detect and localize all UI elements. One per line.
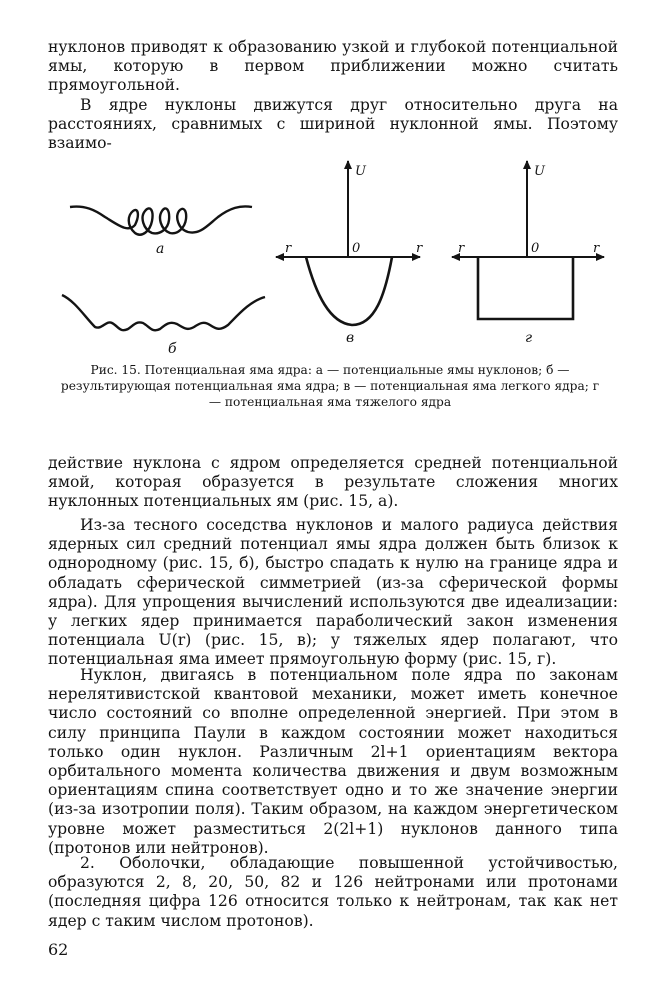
label-b: б [168,341,177,357]
parabolic-well-curve [306,257,392,325]
origin-label-v: 0 [352,241,361,256]
figure-15 [40,155,640,360]
axis-u-label-g: U [534,164,545,179]
label-v: в [346,330,355,346]
axis-u-label-v: U [355,164,366,179]
label-a: а [156,241,165,257]
paragraph-2: В ядре нуклоны движутся друг относительно друга на расстояниях, сравнимых с шириной нуклонной ямы. Поэтому взаимо- [48,96,618,153]
paragraph-1: нуклонов приводят к образованию узкой и глубокой потенциальной ямы, которую в первом приближении можно считать прямоугольной. [48,38,618,95]
label-g: г [525,330,533,346]
axis-r-label-right-v: r [416,241,423,256]
figure-15-drawing [40,155,640,360]
resulting-well-curve [62,295,265,330]
axis-r-label-right-g: r [593,241,600,256]
paragraph-6: 2. Оболочки, обладающие повышенной устойчивостью, образуются 2, 8, 20, 50, 82 и 126 нейтронами или протонами (последняя цифра 126 относится только к нейтронам, так как нет ядер с таким числом протонов). [48,854,618,930]
figure-caption: Рис. 15. Потенциальная яма ядра: а — потенциальные ямы нуклонов; б — результирующая потенциальная яма ядра; в — потенциальная яма легкого ядра; г — потенциальная яма тяжелого ядра [60,363,600,409]
paragraph-5: Нуклон, двигаясь в потенциальном поле ядра по законам нерелятивистской квантовой механики, может иметь конечное число состояний со вполне определенной энергией. При этом в силу принципа Паули в каждом состоянии может находиться только один нуклон. Различным 2l+1 ориентациям вектора орбитального момента количества движения и двум возможным ориентациям спина соответствует одно и то же значение энергии (из-за изотропии поля). Таким образом, на каждом энергетическом уровне может разместиться 2(2l+1) нуклонов данного типа (протонов или нейтронов). [48,666,618,857]
page-number: 62 [48,940,69,959]
nucleon-wells-curve [70,206,252,234]
axis-r-label-left-v: r [285,241,292,256]
origin-label-g: 0 [531,241,540,256]
rectangular-well-curve [478,257,573,319]
paragraph-4: Из-за тесного соседства нуклонов и малого радиуса действия ядерных сил средний потенциал ямы ядра должен быть близок к однородному (рис. 15, б), быстро спадать к нулю на границе ядра и обладать сферической симметрией (из-за сферической формы ядра). Для упрощения вычислений используются две идеализации: у легких ядер принимается параболический закон изменения потенциала U(r) (рис. 15, в); у тяжелых ядер полагают, что потенциальная яма имеет прямоугольную форму (рис. 15, г). [48,516,618,669]
paragraph-3: действие нуклона с ядром определяется средней потенциальной ямой, которая образуется в результате сложения многих нуклонных потенциальных ям (рис. 15, а). [48,454,618,511]
axis-r-label-left-g: r [458,241,465,256]
